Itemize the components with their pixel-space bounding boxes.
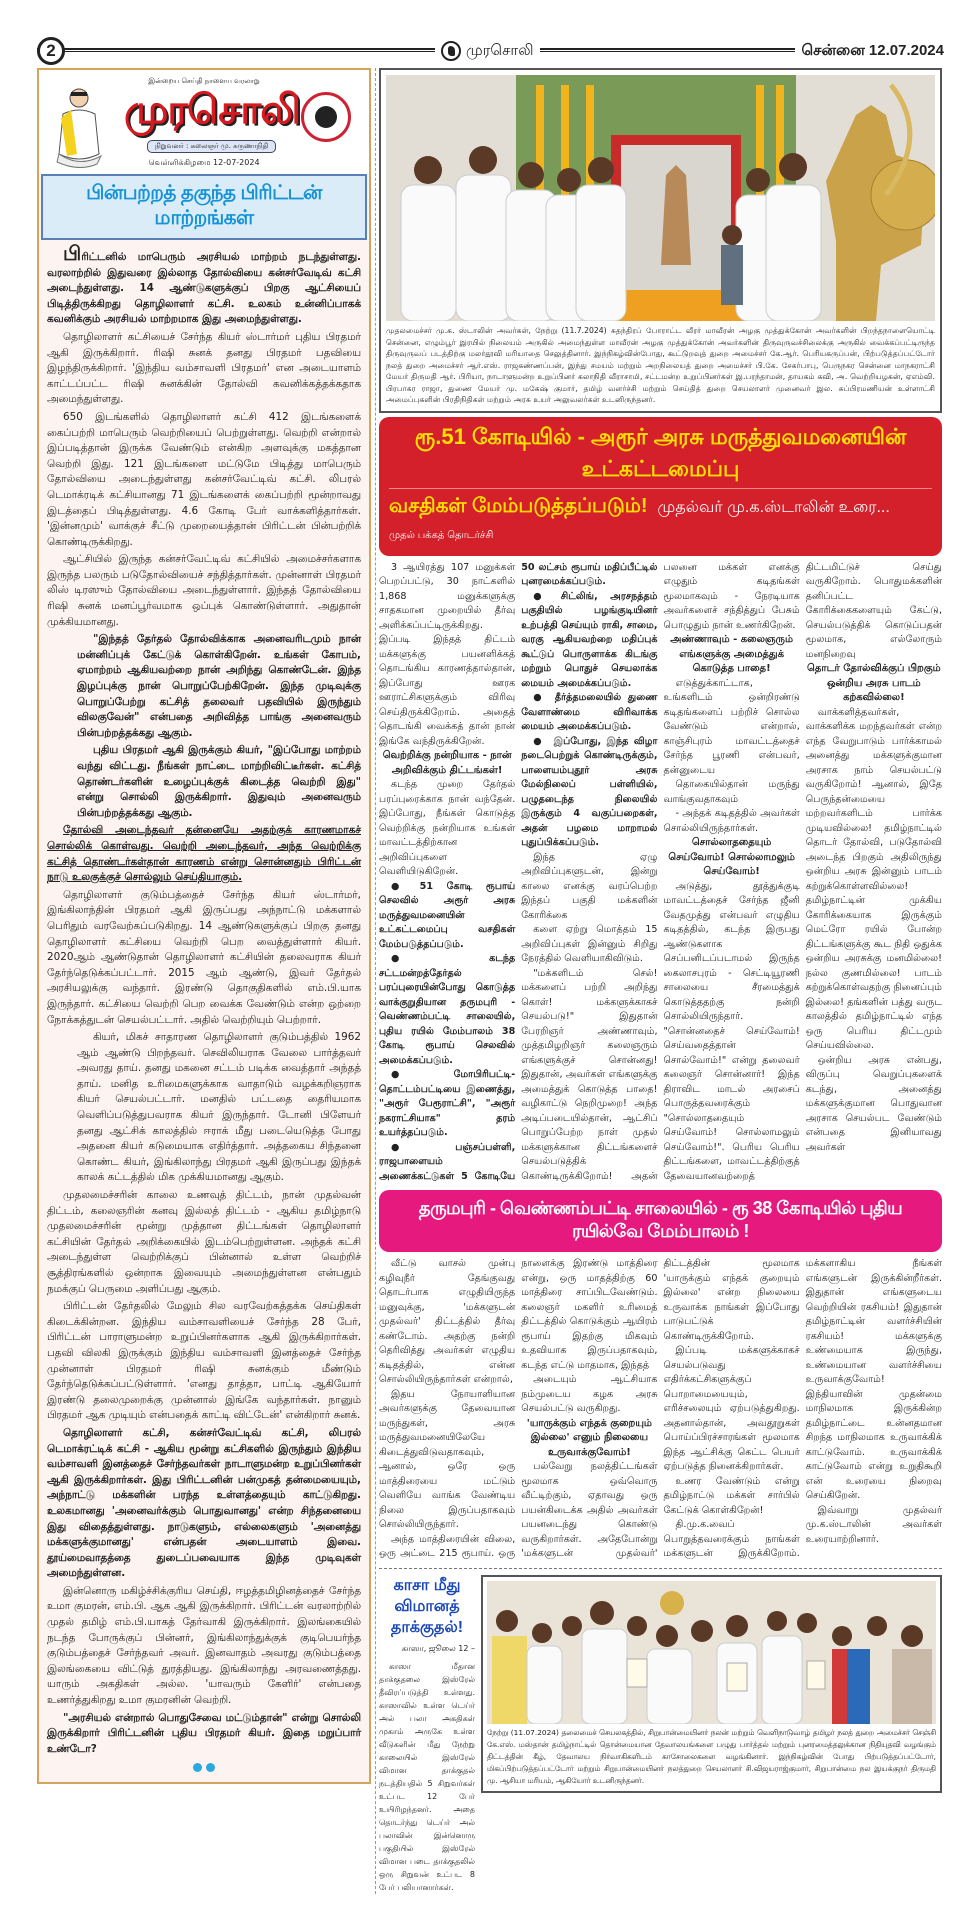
paragraph: அடுத்து, தூத்துக்குடி மாவட்டத்தைச் சேர்ந்த ஜீனி வேதமுத்து என்பவர் எழுதிய கடிதத்தில், கடந்த இருபது ஆண்டுகளாக செப்பனிடப்படாமல் இருந்த கைலாசபுரம் - செட்டியூரணி சாலையை சீரமைத்துக் கொடுத்ததற்கு நன்றி சொல்லியிருந்தார். "சொன்னதைச் செய்வோம்! செய்வதைத்தான் சொல்வோம்!" என்று தலைவர் கலைஞர் சொன்னார்! இந்த திராவிட மாடல் அரசைப் பொருத்தவரைக்கும் "சொல்லாததையும் செய்வோம்! சொல்லாமலும் செய்வோம்!". பெரிய பெரிய திட்டங்களை, மாவட்டத்திற்குத் தேவையானவற்றைத் திட்டமிட்டுச் செய்து வருகிறோம். பொதுமக்களின் தனிப்பட்ட கோரிக்கைகளையும் கேட்டு, செயல்படுத்திக் கொடுப்பதன் மூலமாக, எல்லோரும் மனநிறைவு <box>663 561 942 1182</box>
gaza-dateline: காஸா, ஜூலை 12 – <box>401 1643 475 1653</box>
paragraph: தி.மு.க.வைப் பொறுத்தவரைக்கும் நாங்கள் மக்களுடன் இருக்கிறோம். மக்களாகிய நீங்கள் எங்களுடன் இருக்கின்றீர்கள். இதுதான் எங்களுடைய வெற்றியின் ரகசியம்! இதுதான் தமிழ்நாட்டின் வளர்ச்சியின் ரகசியம்! மக்களுக்கு உண்மையாக இருந்து, உண்மையான வளர்ச்சியை உருவாக்குவோம்! இந்தியாவின் முதன்மை மாநிலமாக இருக்கின்ற தமிழ்நாட்டை உன்னதமான சிறந்த மாநிலமாக உருவாக்கிக் காட்டுவோம். உருவாக்கிக் காட்டுவோம் என்று உறுதிகூறி என் உரையை நிறைவு செய்கிறேன். <box>663 1258 942 1559</box>
paragraph: 650 இடங்களில் தொழிலாளர் கட்சி 412 இடங்களைக் கைப்பற்றி மாபெரும் வெற்றியைப் பெற்றுள்ளது. வெற்றி என்றால் இப்படித்தான் இருக்க வேண்டும் என்கிற அளவுக்கு மகத்தான வெற்றி இது. 121 இடங்களை மட்டுமே பிடித்து மாபெரும் தோல்வியை அடைந்துள்ளது கன்சர்வேட்டிவ் கட்சி. லிபரல் டெமாக்ரடிக் கட்சியானது 71 இடங்களைக் கைப்பற்றி மூன்றாவது இடத்தைப் பிடித்துள்ளது. 4.6 கோடி பேர் வாக்களித்தார்கள். 'இன்னமும்' வாக்குச் சீட்டு முறையைத்தான் பிரிட்டன் பின்பற்றிக் கொண்டிருக்கிறது. <box>47 410 361 548</box>
paragraph: வாக்களித்தவர்கள், வாக்களிக்க மறந்தவர்கள் என்ற எந்த வேறுபாடும் பார்க்காமல் அனைத்து மக்களுக்குமான அரசாக நாம் செயல்பட்டு வருகிறோம்! ஆனால், இதே பெருந்தன்மையை மற்றவர்களிடம் பார்க்க முடியவில்லை! தமிழ்நாட்டில் தொடர் தோல்வி, படுதோல்வி அடைந்த பிறகும் அதிலிருந்து ஒன்றிய அரசு இன்னும் பாடம் கற்றுக்கொள்ளவில்லை! தமிழ்நாட்டின் முக்கிய கோரிக்கையாக இருக்கும் மெட்ரோ ரயில் போன்ற திட்டங்களுக்கு கூட நிதி ஒதுக்க ஒன்றிய அரசுக்கு மனமில்லை! நல்ல குணமில்லை! பாடம் கற்றுக்கொள்வதற்கு நினைப்பும் இல்லை! தங்களின் பத்து வருட காலத்தில் தமிழ்நாட்டில் எந்த ஒரு பெரிய திட்டமும் செய்யவில்லை. <box>805 706 942 1051</box>
headline-line-1: ரூ.51 கோடியில் - அரூர் அரசு மருத்துவமனையின் உட்கட்டமைப்பு <box>414 423 907 481</box>
main-headline-banner <box>379 417 942 556</box>
paragraph: தோல்வி அடைந்தவர் தன்னையே அதற்குக் காரணமாகச் சொல்லிக் கொள்வது. வெற்றி அடைந்தவர், அந்த வெற்றிக்கு கட்சித் தொண்டர்கள்தான் காரணம் என்று சொன்னதும் பிரிட்டன் நாடு உலகுக்குச் சொல்லும் செய்தியாகும். <box>47 824 361 884</box>
bullet-item: ● சிட்லிங், அரசநத்தம் பகுதியில் பழங்குடியினர் உற்பத்தி செய்யும் ராகி, சாமை, வரகு ஆகியவற்றை மதிப்புக் கூட்டுப் பொருளாக்க கிடங்கு மற்றும் பொதுச் செயலாக்க மையம் அமைக்கப்படும். <box>521 590 657 692</box>
top-photo <box>386 75 935 321</box>
bottom-photo <box>487 1581 936 1724</box>
paragraph: அந்த மாத்திரையின் விலை, ஒரு அட்டை 215 ரூபாய். ஒரு நாளைக்கு இரண்டு மாத்திரை என்று, ஒரு மாதத்திற்கு 60 மாத்திரை சாப்பிடவேண்டும். கலைஞர் மகளிர் உரிமைத் திட்டத்தில் கொடுக்கும் ஆயிரம் ரூபாய் இதற்கு மிகவும் உதவியாக இருப்பதாகவும், கடந்த எட்டு மாதமாக, இந்தத் <box>379 1258 658 1559</box>
masthead-tagline: இன்றைய செய்தி நாளைய வரலாறு <box>148 77 260 85</box>
city-date: சென்னை 12.07.2024 <box>795 42 944 61</box>
bullet-item: ● கடந்த சட்டமன்றத்தேர்தல் பரப்புரையின்போது கொடுத்த வாக்குறுதியான தருமபுரி - வெண்ணம்பட்டி சாலையில், புதிய ரயில் மேம்பாலம் 38 கோடி ரூபாய் செலவில் அமைக்கப்படும். <box>379 952 515 1068</box>
paragraph: அடையும் ஆட்சியாக நம்முடைய கழக அரசு செயல்பட்டு வருகிறது. <box>521 1374 658 1414</box>
masthead <box>39 70 369 174</box>
masthead-logo: முரசொலி <box>124 88 300 132</box>
editorial-box <box>37 68 371 1784</box>
paragraph: களை ஏற்று மொத்தம் 15 அறிவிப்புகள் இன்னும் சிறிது நேரத்தில் வெளியாகிவிடும். <box>521 924 658 964</box>
gaza-body: காஸா மீதான தாக்குதலை இஸ்ரேல் தீவிரப்படுத்தி உள்ளது. காஸாவில் உள்ள டெய்ர் அல் பலா அகதிகள் முகாம் அருகே உள்ள வீடுகளின் மீது நேற்று காலையில் இஸ்ரேல் விமான தாக்குதல் நடத்தியதில் 5 சிறுவர்கள் உட்பட 12 பேர் உயிரிழந்தனர். அதை தொடர்ந்து டெய்ர் அல் பலாவின் இன்னொரு பகுதியில் இஸ்ரேல் விமான படை தாக்குதலில் ஒரு சிறுவன் உட்பட 8 பேர் பலியானார்கள். <box>379 1661 475 1892</box>
header-brand <box>435 41 540 61</box>
lower-article-columns <box>379 1257 942 1562</box>
page-body <box>37 68 944 1894</box>
paragraph: "இந்தத் தேர்தல் தோல்விக்காக அனைவரிடமும் நான் மன்னிப்புக் கேட்டுக் கொள்கிறேன். உங்கள் கோபம், ஏமாற்றம் ஆகியவற்றை நான் அறிந்து கொண்டேன். இந்த இழப்புக்கு நான் பொறுப்பேற்கிறேன். இந்த முடிவுக்கு பொறுப்பேற்று கட்சித் தலைவர் பதவியில் இருந்தும் விலகுவேன்" என்பதை அறிவித்த பாங்கு அனைவரும் பின்பற்றத்தக்கது ஆகும். <box>77 633 361 739</box>
kalaignar-caricature-icon <box>49 84 109 168</box>
paragraph: வீட்டு வாசல் முன்பு கழிவுநீர் தேங்குவது தொடர்பாக எழுதியிருந்த மனுவுக்கு, 'மக்களுடன் முதல்வர்' திட்டத்தில் தீர்வு கண்டோம். அதற்கு நன்றி தெரிவித்து அவர்கள் எழுதிய கடிதத்தில், என்ன சொல்லியிருந்தார்கள் என்றால், <box>379 1258 516 1385</box>
headline-speaker: முதல்வர் மு.க.ஸ்டாலின் உரை... <box>657 498 890 516</box>
ceremony-photo-illustration <box>386 75 935 321</box>
bottom-photo-box <box>481 1575 942 1793</box>
paragraph: தொழிலாளர் கட்சியைச் சேர்ந்த கியர் ஸ்டார்மர் புதிய பிரதமர் ஆகி இருக்கிறார். ரிஷி சுனக் தனது பிரதமர் பதவியை இழந்திருக்கிறார். 'இந்திய வம்சாவளி பிரதமர்' என அடையாளம் காட்டப்பட்ட ரிஷி சுனக்கின் தோல்வி கவனிக்கத்தக்கதாக அமைந்துள்ளது. <box>47 330 361 406</box>
paragraph: கியர், மிகச் சாதாரண தொழிலாளர் குடும்பத்தில் 1962 ஆம் ஆண்டு பிறந்தவர். செவிலியராக வேலை பார்த்தவர் அவரது தாய். தனது மகனை சட்டம் படிக்க வைத்தார் அந்தத் தாய். மனித உரிமைகளுக்காக வாதாடும் வழக்கறிஞராக கியர் செயல்பட்டார். மனதில் பட்டதை தைரியமாக வெளிப்படுத்துபவராக கியர் இருந்தார். டோனி பிளேயர் தனது ஆட்சிக் காலத்தில் ஈராக் மீது படையெடுத்த போது அதனை கியர் கடுமையாக எதிர்த்தார். அத்தகைய சிந்தனை கொண்ட கியர், இங்கிலாந்து பிரதமர் ஆகி இருப்பது இந்தக் காலக் கட்டத்தில் மிக முக்கியமானது ஆகும். <box>77 1031 361 1184</box>
bullet-item: ● இப்போது, இந்த விழா நடைபெற்றுக் கொண்டிருக்கும், பாளையம்புதூர் அரசு மேல்நிலைப் பள்ளியில், பழுதடைந்த நிலையில் இருக்கும் 4 வகுப்பறைகள், அதன் பழமை மாறாமல் புதுப்பிக்கப்படும். <box>521 735 657 851</box>
paragraph: கடந்த முறை தேர்தல் பரப்புரைக்காக நான் வந்தேன். இப்போது, நீங்கள் கொடுத்த வெற்றிக்கு நன்றியாக உங்கள் மாவட்டத்திற்கான அறிவிப்புகளை வெளியிடுகிறேன். <box>379 779 516 877</box>
founder-badge: நிறுவனர் : கலைஞர் மு. கருணாநிதி <box>147 140 276 153</box>
bullet-item: ● 51 கோடி ரூபாய் செலவில் அரூர் அரசு மருத்துவமனையின் உட்கட்டமைப்பு வசதிகள் மேம்படுத்தப்படும். <box>379 880 515 953</box>
paragraph: உணர வேண்டும் என்று தமிழ்நாட்டு மக்கள் சார்பில் கேட்டுக் கொள்கிறேன்! <box>663 1475 800 1516</box>
brand-name: முரசொலி <box>466 41 534 59</box>
paragraph: "அரசியல் என்றால் பொதுசேவை மட்டும்தான்" என்று சொல்லி இருக்கிறார் பிரிட்டனின் புதிய பிரதமர் கியர். இதை மறுப்பார் உண்டோ? <box>47 1711 361 1755</box>
editorial-lead <box>47 241 361 328</box>
top-photo-caption: முதலமைச்சர் மு.க. ஸ்டாலின் அவர்கள், நேற்று (11.7.2024) சுதந்திரப் போராட்ட வீரர் மாவீரன் அழகு முத்துக்கோன் அவர்களின் பிறந்தநாளையொட்டி சென்னை, எழும்பூர் இரயில் நிலையம் அருகில் அமைந்துள்ள மாவீரன் அழகு முத்துக்கோன் அவர்களின் திருவுருவச்சிலைக்கு அருகில் வைக்கப்பட்டிருந்த திருவுருவப் படத்திற்கு மலர்தூவி மரியாதை செலுத்தினார். இந்நிகழ்வின்போது, கூட்டுறவுத் துறை அமைச்சர் கே.ஆர். பெரியகருப்பன், பிற்படுத்தப்பட்டோர் நலத் துறை அமைச்சர் ஆர்.எஸ். ராஜகண்ணப்பன், இந்து சமயம் மற்றும் அறநிலையத் துறை அமைச்சர் பி.கே. சேகர்பாபு, பெருநகர சென்னை மாநகராட்சி மேயர் திருமதி ஆர். பிரியா, நாடாளுமன்ற உறுப்பினர் கலாநிதி வீராசாமி, சட்டமன்ற உறுப்பினர்கள் இ.பரந்தாமன், தாயகம் கவி, அ. வெற்றியழகன், ஏஎம்வி. பிரபாகர ராஜா, துணை மேயர் மு. மகேஷ் குமார், தமிழ் வளர்ச்சி மற்றும் செய்தித் துறை செயலாளர் முனைவர் இல. சுப்பிரமணியன் உள்ளாட்சி அமைப்புகளின் பிரதிநிதிகள் மற்றும் அரசு உயர் அலுவலர்கள் உடனிருந்தனர். <box>386 326 935 404</box>
party-emblem-icon <box>301 92 351 142</box>
paragraph: இந்த ஏழு அறிவிப்புகளுடன், இன்று காலை எனக்கு வரப்பெற்ற இந்தப் பகுதி மக்களின் கோரிக்கை <box>521 851 658 921</box>
top-photo-box <box>379 68 942 413</box>
gaza-headline: காசா மீது விமானத் தாக்குதல்! <box>390 1576 464 1636</box>
gaza-brief <box>379 1575 475 1894</box>
paragraph: - அந்தக் கடிதத்தில் அவர்கள் சொல்லியிருந்தார்கள். <box>663 808 800 834</box>
paragraph: 3 ஆயிரத்து 107 மனுக்கள் பெறப்பட்டு, 30 நாட்களில் 1,868 மனுக்களுக்கு சாதகமான முறையில் தீர்வு அளிக்கப்பட்டிருக்கிறது. இப்படி இந்தத் திட்டம் மக்களுக்கு பயனளிக்கத் தொடங்கிய காரணத்தால்தான், இப்போது ஊரக ஊராட்சிகளுக்கும் விரிவு செய்திருக்கிறோம். அதைத் தொடங்கி வைக்கத் தான் நான் இங்கே வந்திருக்கிறேன். <box>379 561 516 747</box>
editorial-body <box>39 240 369 1757</box>
bullet-item: ● பஞ்சப்பள்ளி, ராஜபாளையம் அணைக்கட்டுகள் 5 கோடியே 50 லட்சம் ரூபாய் மதிப்பீட்டில் புனரமைக்கப்படும். <box>379 561 658 1185</box>
drop-cap: பி <box>63 241 82 265</box>
paragraph: தொழிலாளர் கட்சி, கன்சர்வேட்டிவ் கட்சி, லிபரல் டெமாக்ரட்டிக் கட்சி - ஆகிய மூன்று கட்சிகளில் இருந்தும் இந்திய வம்சாவளி இனத்தைச் சேர்ந்தவர்கள் நாடாளுமன்ற உறுப்பினர்கள் ஆகி இருக்கிறார்கள். இது பிரிட்டனின் பன்முகத் தன்மையையும், அந்நாட்டு மக்களின் பரந்த உள்ளத்தையும் காட்டுகிறது. உலகமானது 'அனைவர்க்கும் பொதுவானது' என்ற சிந்தனையை இது விதைத்துள்ளது. நாடுகளும், எல்லைகளும் 'அனைத்து மக்களுக்குமானது' என்பதன் அடையாளம் இவை. தூய்மைவாதத்தை துடைப்பவையாக இந்த முடிவுகள் அமைந்துள்ளன. <box>47 1426 361 1580</box>
paragraph: இவ்வாறு முதல்வர் மு.க.ஸ்டாலின் அவர்கள் உரையாற்றினார். <box>805 1504 942 1545</box>
bullet-item: ● மோபிரிபட்டி-தொட்டம்பட்டியை இணைத்து, "அரூர் பேரூராட்சி", "அரூர் நகராட்சியாக" தரம் உயர்த்தப்படும். <box>379 1068 515 1141</box>
paragraph: இதய நோயாளியான அவர்களுக்கு தேவையான மருந்துகள், அரசு மருத்துவமனையிலேயே கிடைத்துவிடுவதாகவும், ஆனால், ஒரே ஒரு மாத்திரையை மட்டும் வெளியே வாங்க வேண்டிய நிலை இருப்பதாகவும் சொல்லியிருந்தார். <box>379 1388 516 1530</box>
paragraph: ஆட்சியில் இருந்த கன்சர்வேட்டிவ் கட்சியில் அமைச்சர்களாக இருந்த பலரும் படுதோல்வியைச் சந்தித்தார்கள். முன்னாள் பிரதமர் லிஸ் டிரஸும் தோல்வியை அடைந்துள்ளார். இந்தத் தோல்வியை ரிஷி சுனக் மனப்பூர்வமாக ஒப்புக் கொண்டுள்ளார். அதுதான் முக்கியமானது. <box>47 553 361 628</box>
headline-separator <box>389 488 932 489</box>
paragraph: எடுத்துக்காட்டாக, உங்களிடம் ஒன்றிரண்டு கடிதங்களைப் பற்றிச் சொல்ல வேண்டும் என்றால், காஞ்சிபுரம் மாவட்டத்தைச் சேர்ந்த பூரணி என்பவர், தன்னுடைய <box>663 677 800 776</box>
bottom-section <box>379 1575 942 1894</box>
subheading: வெற்றிக்கு நன்றியாக - நான் அறிவிக்கும் திட்டங்கள்! <box>382 750 512 776</box>
second-headline-banner: தருமபுரி - வெண்ணம்பட்டி சாலையில் - ரூ 38 கோடியில் புதிய ரயில்வே மேம்பாலம் ! <box>379 1190 942 1252</box>
paragraph: பிரிட்டன் தேர்தலில் மேலும் சில வரவேற்கத்தக்க செய்திகள் கிடைக்கின்றன. இந்திய வம்சாவளியைச் சேர்ந்த 28 பேர், பிரிட்டன் பாராளுமன்ற உறுப்பினர்களாக ஆகி இருக்கிறார்கள். பதவி விலகி இருக்கும் இந்திய வம்சாவளி இனத்தைச் சேர்ந்த முன்னாள் பிரதமர் ரிஷி சுனக்கும் மீண்டும் தேர்ந்தெடுக்கப்பட்டுள்ளார். 'எனது தாத்தா, பாட்டி ஆகியோர் இரண்டு தலைமுறைக்கு முன்னால் இங்கே வந்தார்கள். நானும் பிரதமர் ஆக முடியும் என்பதைக் காட்டி விட்டேன்' என்கிறார் சுனக். <box>47 1300 361 1422</box>
subheading: சொல்லாததையும் செய்வோம்! சொல்லாமலும் செய்வோம்! <box>668 837 795 877</box>
paragraph: இன்னொரு மகிழ்ச்சிக்குரிய செய்தி, ஈழத்தமிழினத்தைச் சேர்ந்த உமா குமரன், எம்.பி. ஆக ஆகி இருக்கிறார். பிரிட்டன் வரலாற்றில் முதல் தமிழ் எம்.பி.யாகத் தேர்வாகி இருக்கிறார். இலங்கையில் நடந்த போருக்குப் பின்னர், இங்கிலாந்துக்குக் குடிபெயர்ந்த குடும்பத்தைச் சேர்ந்தவர் அவர். இனவாதம் அவரது குடும்பத்தை இலங்கையை விட்டுத் துரத்தியது. இங்கிலாந்து அரவணைத்தது. யாரும் அகதிகள் அல்ல. 'யாவரும் கேளிர்' என்பதை உணர்த்துகிறது உமா குமரனின் வெற்றி. <box>47 1584 361 1707</box>
continuation-label: முதல் பக்கத் தொடர்ச்சி <box>389 529 494 541</box>
paragraph: முதலமைச்சரின் காலை உணவுத் திட்டம், நான் முதல்வன் திட்டம், கலைஞரின் கனவு இல்லத் திட்டம் - ஆகிய தமிழ்நாடு முதலமைச்சரின் மூன்று முத்தான திட்டங்கள் தொழிலாளர் கட்சியின் தேர்தல் அறிக்கையில் இடம்பெற்றுள்ளன. அந்தக் கட்சி அடைந்துள்ள வெற்றிக்குப் பின்னால் உள்ள வெற்றிச் சூத்திரங்களில் ஒன்றாக இவையும் அமைந்துள்ளன என்பதும் நமக்குப் பெருமை அளிப்பது ஆகும். <box>47 1189 361 1295</box>
headline-line-2-main: வசதிகள் மேம்படுத்தப்படும்! <box>389 494 648 517</box>
paragraph: "மக்களிடம் செல்! மக்களைப் பற்றி அறிந்து கொள்! மக்களுக்காகச் செயல்படு!" இதுதான் பேரறிஞர் அண்ணாவும், முத்தமிழறிஞர் கலைஞரும் எங்களுக்குச் சொன்னது! இதுதான், அவர்கள் எங்களுக்கு அமைத்துக் கொடுத்த பாதை! வழிகாட்டு நெறிமுறை! அந்த அடிப்படையில்தான், ஆட்சிப் பொறுப்பேற்ற நாள் முதல் மக்களுக்கான திட்டங்களைச் செயல்படுத்திக் கொண்டிருக்கிறோம்! அதன் பலனை மக்கள் எனக்கு எழுதும் கடிதங்கள் மூலமாகவும் - நேரடியாக அவர்களைச் சந்தித்துப் பேசும் பொழுதும் நான் உணர்கிறேன். <box>521 561 800 1182</box>
masthead-date: வெள்ளிக்கிழமை 12-07-2024 <box>148 158 260 167</box>
page-number: 2 <box>37 37 65 65</box>
article-columns <box>379 561 942 1185</box>
paragraph: பல்வேறு நலத்திட்டங்கள் மூலமாக ஒவ்வொரு வீட்டிற்கும், ஏதாவது ஒரு பயன்கிடைக்க அதில் அவர்கள் பயனடைந்து கொண்டு வருகிறார்கள். அதேபோன்று 'மக்களுடன் முதல்வர்' திட்டத்தின் மூலமாக 'யாருக்கும் எந்தக் குறையும் இல்லை' என்ற நிலையை உருவாக்க நாங்கள் இப்போது பாடுபட்டுக் கொண்டிருக்கிறோம். <box>521 1258 800 1559</box>
subheading: தொடர் தோல்விக்குப் பிறகும் ஒன்றிய அரசு பாடம் கற்கவில்லை! <box>807 663 941 703</box>
murasoli-emblem-icon <box>441 41 461 61</box>
page-header <box>37 36 944 66</box>
paragraph: தொகையில்தான் மருந்து வாங்குவதாகவும் <box>663 779 800 805</box>
end-ornament <box>39 1763 369 1772</box>
headline-line-2 <box>389 492 932 550</box>
paragraph: இப்படி மக்களுக்காகச் செயல்படுவது எதிர்க்கட்சிகளுக்குப் பொறாமையையும், எரிச்சலையும் ஏற்படுத்துகிறது. அதனால்தான், அவதூறுகள் பொய்ப்பிரச்சாரங்கள் மூலமாக இந்த ஆட்சிக்கு கெட்ட பெயர் ஏற்படுத்த நினைக்கிறார்கள். <box>663 1345 800 1472</box>
cheque-handover-photo-illustration <box>487 1581 934 1724</box>
subheading: 'யாருக்கும் எந்தக் குறையும் இல்லை' எனும் நிலையை உருவாக்குவோம்! <box>526 1417 652 1458</box>
editorial-title: பின்பற்றத் தகுந்த பிரிட்டன் மாற்றங்கள் <box>41 174 367 240</box>
subheading: அண்ணாவும் - கலைஞரும் எங்களுக்கு அமைத்துக் கொடுத்த பாதை! <box>670 634 793 674</box>
bottom-photo-caption: நேற்று (11.07.2024) தலைமைச் செயலகத்தில், சிறுபான்மையினர் நலன் மற்றும் வெளிநாடுவாழ் தமிழர் நலத் துறை அமைச்சர் செஞ்சி கே.எஸ். மஸ்தான் தமிழ்நாட்டில் தொன்மையான தேவாலயங்களை பழுது பார்த்தல் மற்றும் புனரமைத்தலுக்கான நிதியுதவி வழங்கும் திட்டத்தின் கீழ், தேவாலய நிர்வாகிகளிடம் காசோலைகளை வழங்கினார். இந்நிகழ்வின் போது பிற்படுத்தப்பட்டோர், மிகப்பிற்படுத்தப்பட்டோர் மற்றும் சிறுபான்மையினர் நலத்துறை செயலாளர் சி.விஜயராஜ்குமார், சிறுபான்மை நல இயக்குநர் திருமதி மு. ஆசியா மரியம், ஆகியோர் உடனிருந்தனர். <box>487 1727 936 1785</box>
paragraph: தொழிலாளர் குடும்பத்தைச் சேர்ந்த கியர் ஸ்டார்மர், இங்கிலாந்தின் பிரதமர் ஆகி இருப்பது அந்நாட்டு மக்களால் பெரிதும் வரவேற்கப்படுகிறது. 14 ஆண்டுகளுக்குப் பிறகு தனது தொழிலாளர் கட்சியை வெற்றி பெற வைத்துள்ளார் கியர். 2020ஆம் ஆண்டுதான் தொழிலாளர் கட்சியின் தலைவராக கியர் தேர்ந்தெடுக்கப்பட்டார். 2015 ஆம் ஆண்டு, இவர் தேர்தல் அரசியலுக்கு வந்தார். இரண்டு தொகுதிகளில் எம்.பி.யாக இருந்தார். கட்சியை வெற்றி பெற வைக்க வேண்டும் என்ற ஒற்றை நோக்கத்துடன் செயல்பட்டார். அதில் வெற்றியும் பெற்றார். <box>47 888 361 1026</box>
paragraph: ஒன்றிய அரசு என்பது, விருப்பு வெறுப்புகளைக் கடந்து, அனைத்து மக்களுக்குமான பொதுவான அரசாக செயல்பட வேண்டும் என்பதை இனியாவது அவர்கள் <box>805 1054 942 1153</box>
bullet-item: ● தீர்த்தமலையில் துணை வேளாண்மை விரிவாக்க மையம் அமைக்கப்படும். <box>521 691 657 735</box>
lead-text: ரிட்டனில் மாபெரும் அரசியல் மாற்றம் நடந்துள்ளது. வரலாற்றில் இதுவரை இல்லாத தோல்வியை கன்சர்வேடிவ் கட்சி அடைந்துள்ளது. 14 ஆண்டுகளுக்குப் பிறகு ஆட்சியைப் பிடித்திருக்கிறது தொழிலாளர் கட்சி. உலகம் உன்னிப்பாகக் கவனிக்கும் அரசியல் மாற்றமாக இது அமைந்துள்ளது. <box>47 251 361 326</box>
paragraph: புதிய பிரதமர் ஆகி இருக்கும் கியர், "இப்போது மாற்றம் வந்து விட்டது. நீங்கள் நாட்டை மாற்றிவிட்டீர்கள். கட்சித் தொண்டர்களின் உழைப்புக்குக் கிடைத்த வெற்றி இது" என்று சொல்லி இருக்கிறார். இதுவும் அனைவரும் பின்பற்றத்தக்கது ஆகும். <box>77 744 361 819</box>
right-section <box>375 68 942 1894</box>
section-divider <box>379 1568 942 1569</box>
